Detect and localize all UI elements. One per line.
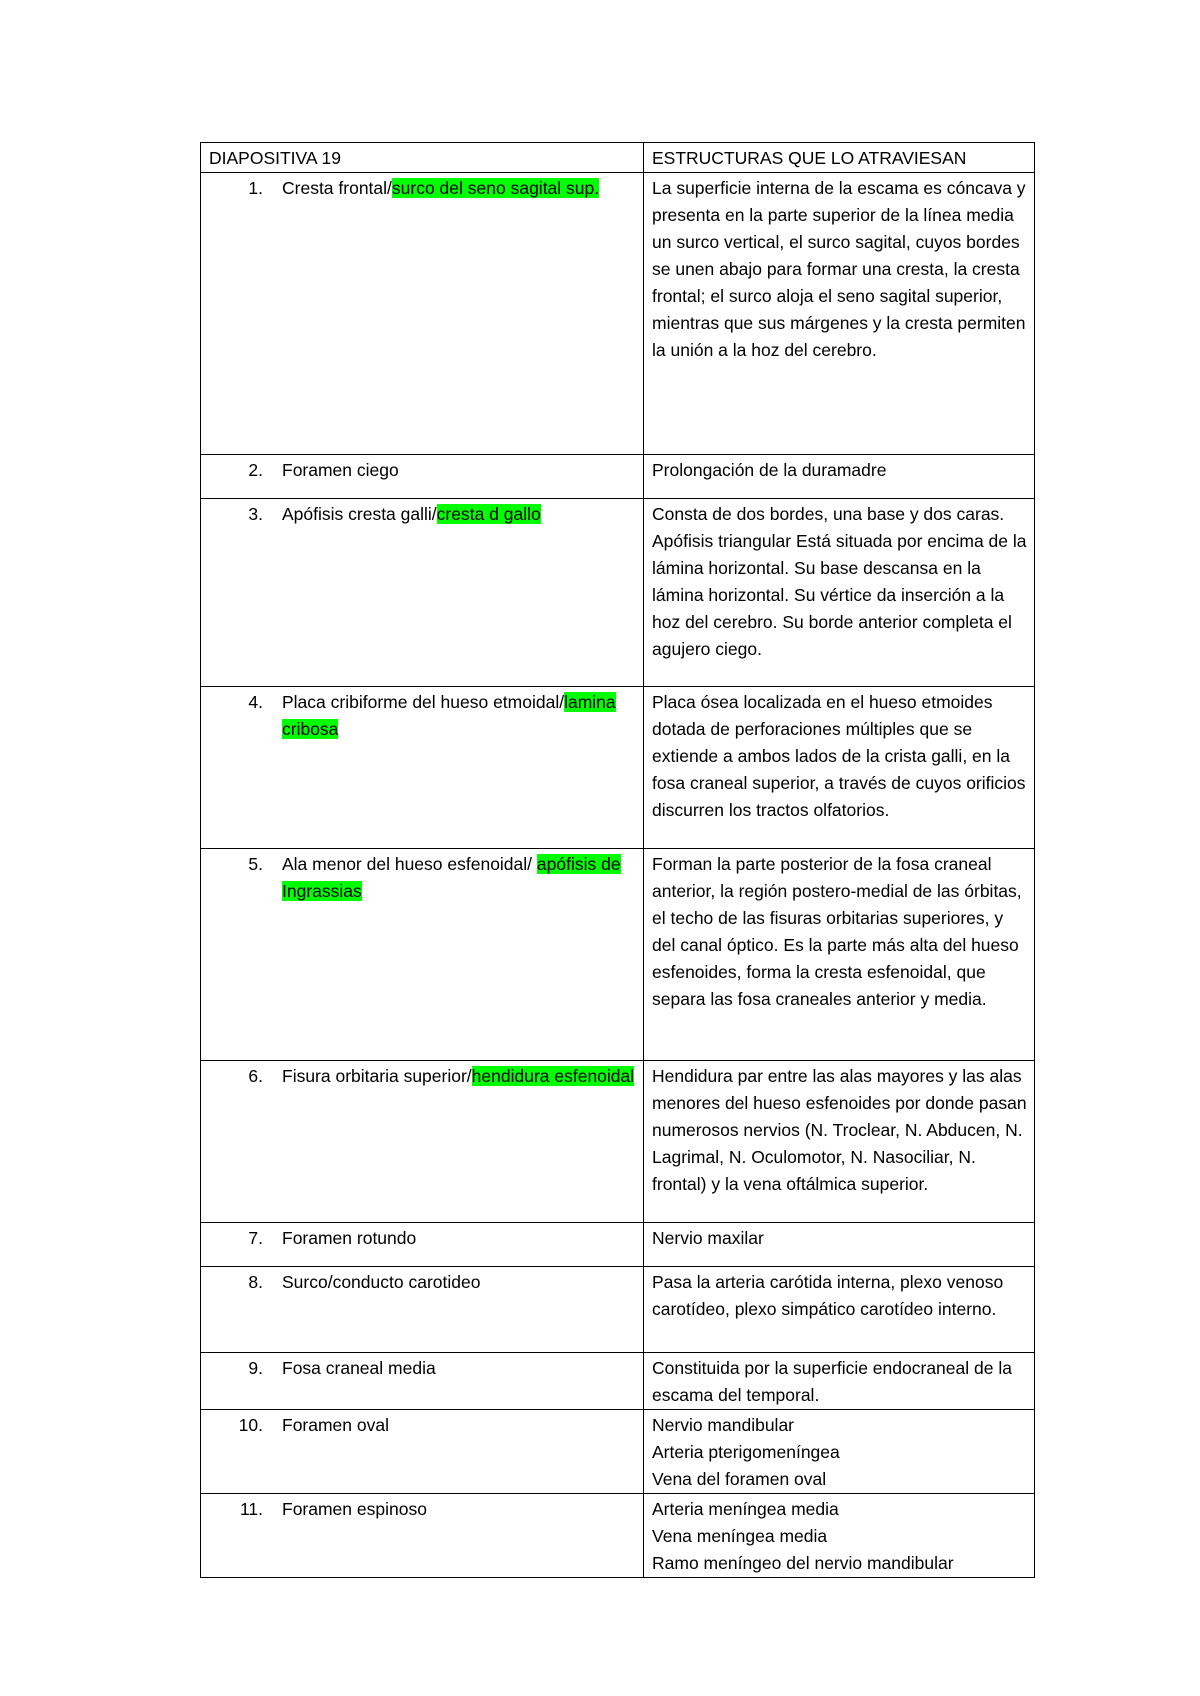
- structure-name: [282, 175, 637, 202]
- table-row: [201, 455, 1035, 499]
- item-number: 9.: [248, 1358, 263, 1378]
- structure-cell: [201, 849, 644, 1061]
- structure-name: [282, 1496, 637, 1523]
- description-cell: Arteria meníngea media Vena meníngea media Ramo meníngeo del nervio mandibular: [644, 1494, 1035, 1578]
- header-row: [201, 143, 1035, 173]
- description-cell: Nervio maxilar: [644, 1223, 1035, 1267]
- structure-name-text: Foramen oval: [282, 1415, 389, 1435]
- structure-cell: [201, 499, 644, 687]
- structure-name-text: Cresta frontal/: [282, 178, 392, 198]
- structure-cell: [201, 1061, 644, 1223]
- item-number: 4.: [248, 692, 263, 712]
- description-cell: Forman la parte posterior de la fosa craneal anterior, la región postero-medial de las órbitas, el techo de las fisuras orbitarias superiores, y del canal óptico. Es la parte más alta del hueso esfenoides, forma la cresta esfenoidal, que separa las fosa craneales anterior y media.: [644, 849, 1035, 1061]
- table-row: [201, 1353, 1035, 1410]
- list-item: [209, 175, 637, 202]
- list-item: [209, 1269, 637, 1296]
- item-number: 3.: [248, 504, 263, 524]
- table-row: [201, 1494, 1035, 1578]
- structure-cell: [201, 1267, 644, 1353]
- item-number: 8.: [248, 1272, 263, 1292]
- structure-name-text: Ala menor del hueso esfenoidal/: [282, 854, 537, 874]
- structure-cell: [201, 687, 644, 849]
- structure-name-text: Placa cribiforme del hueso etmoidal/: [282, 692, 565, 712]
- structure-name: [282, 1063, 637, 1090]
- structure-name: [282, 1225, 637, 1252]
- structure-cell: [201, 173, 644, 455]
- header-col1: DIAPOSITIVA 19: [201, 143, 644, 173]
- highlighted-synonym: cresta d gallo: [436, 504, 541, 524]
- structure-cell: [201, 1494, 644, 1578]
- highlighted-synonym: lamina cribosa: [282, 692, 616, 739]
- structures-table: [200, 142, 1035, 1578]
- table-row: [201, 687, 1035, 849]
- structure-name-text: Apófisis cresta galli/: [282, 504, 437, 524]
- item-number: 5.: [248, 854, 263, 874]
- structure-cell: [201, 1410, 644, 1494]
- structure-name: [282, 501, 637, 528]
- item-number: 10.: [238, 1415, 263, 1435]
- description-cell: Prolongación de la duramadre: [644, 455, 1035, 499]
- list-item: [209, 1225, 637, 1252]
- list-item: [209, 1496, 637, 1523]
- highlighted-synonym: surco del seno sagital sup.: [391, 178, 600, 198]
- list-item: [209, 1063, 637, 1090]
- structure-cell: [201, 1353, 644, 1410]
- list-item: [209, 1355, 637, 1382]
- structure-name-text: Fisura orbitaria superior/: [282, 1066, 472, 1086]
- list-item: [209, 851, 637, 905]
- description-cell: Constituida por la superficie endocraneal de la escama del temporal.: [644, 1353, 1035, 1410]
- table-row: [201, 499, 1035, 687]
- table-body: [201, 173, 1035, 1578]
- item-number: 6.: [248, 1066, 263, 1086]
- description-cell: Placa ósea localizada en el hueso etmoides dotada de perforaciones múltiples que se extiende a ambos lados de la crista galli, en la fosa craneal superior, a través de cuyos orificios discurren los tractos olfatorios.: [644, 687, 1035, 849]
- item-number: 7.: [248, 1228, 263, 1248]
- item-number: 2.: [248, 460, 263, 480]
- structure-name: [282, 689, 637, 743]
- highlighted-synonym: apófisis de Ingrassias: [282, 854, 621, 901]
- list-item: [209, 457, 637, 484]
- item-number: 1.: [248, 178, 263, 198]
- description-cell: Hendidura par entre las alas mayores y las alas menores del hueso esfenoides por donde pasan numerosos nervios (N. Troclear, N. Abducen, N. Lagrimal, N. Oculomotor, N. Nasociliar, N. frontal) y la vena oftálmica superior.: [644, 1061, 1035, 1223]
- description-cell: La superficie interna de la escama es cóncava y presenta en la parte superior de la línea media un surco vertical, el surco sagital, cuyos bordes se unen abajo para formar una cresta, la cresta frontal; el surco aloja el seno sagital superior, mientras que sus márgenes y la cresta permiten la unión a la hoz del cerebro.: [644, 173, 1035, 455]
- table-row: [201, 1223, 1035, 1267]
- highlighted-synonym: hendidura esfenoidal: [471, 1066, 635, 1086]
- structure-name: [282, 1355, 637, 1382]
- table-row: [201, 173, 1035, 455]
- description-cell: Nervio mandibular Arteria pterigomeníngea Vena del foramen oval: [644, 1410, 1035, 1494]
- table-row: [201, 1061, 1035, 1223]
- structure-name: [282, 457, 637, 484]
- structure-name-text: Foramen espinoso: [282, 1499, 427, 1519]
- structure-name: [282, 1269, 637, 1296]
- structure-name-text: Fosa craneal media: [282, 1358, 436, 1378]
- table-row: [201, 1267, 1035, 1353]
- structure-name-text: Surco/conducto carotideo: [282, 1272, 481, 1292]
- structure-cell: [201, 455, 644, 499]
- structure-name-text: Foramen ciego: [282, 460, 399, 480]
- list-item: [209, 501, 637, 528]
- structure-name: [282, 851, 637, 905]
- structure-cell: [201, 1223, 644, 1267]
- item-number: 11.: [239, 1499, 263, 1519]
- description-cell: Consta de dos bordes, una base y dos caras. Apófisis triangular Está situada por encima de la lámina horizontal. Su base descansa en la lámina horizontal. Su vértice da inserción a la hoz del cerebro. Su borde anterior completa el agujero ciego.: [644, 499, 1035, 687]
- table-row: [201, 1410, 1035, 1494]
- table-row: [201, 849, 1035, 1061]
- description-cell: Pasa la arteria carótida interna, plexo venoso carotídeo, plexo simpático carotídeo interno.: [644, 1267, 1035, 1353]
- list-item: [209, 689, 637, 743]
- structure-name-text: Foramen rotundo: [282, 1228, 417, 1248]
- header-col2: ESTRUCTURAS QUE LO ATRAVIESAN: [644, 143, 1035, 173]
- structure-name: [282, 1412, 637, 1439]
- list-item: [209, 1412, 637, 1439]
